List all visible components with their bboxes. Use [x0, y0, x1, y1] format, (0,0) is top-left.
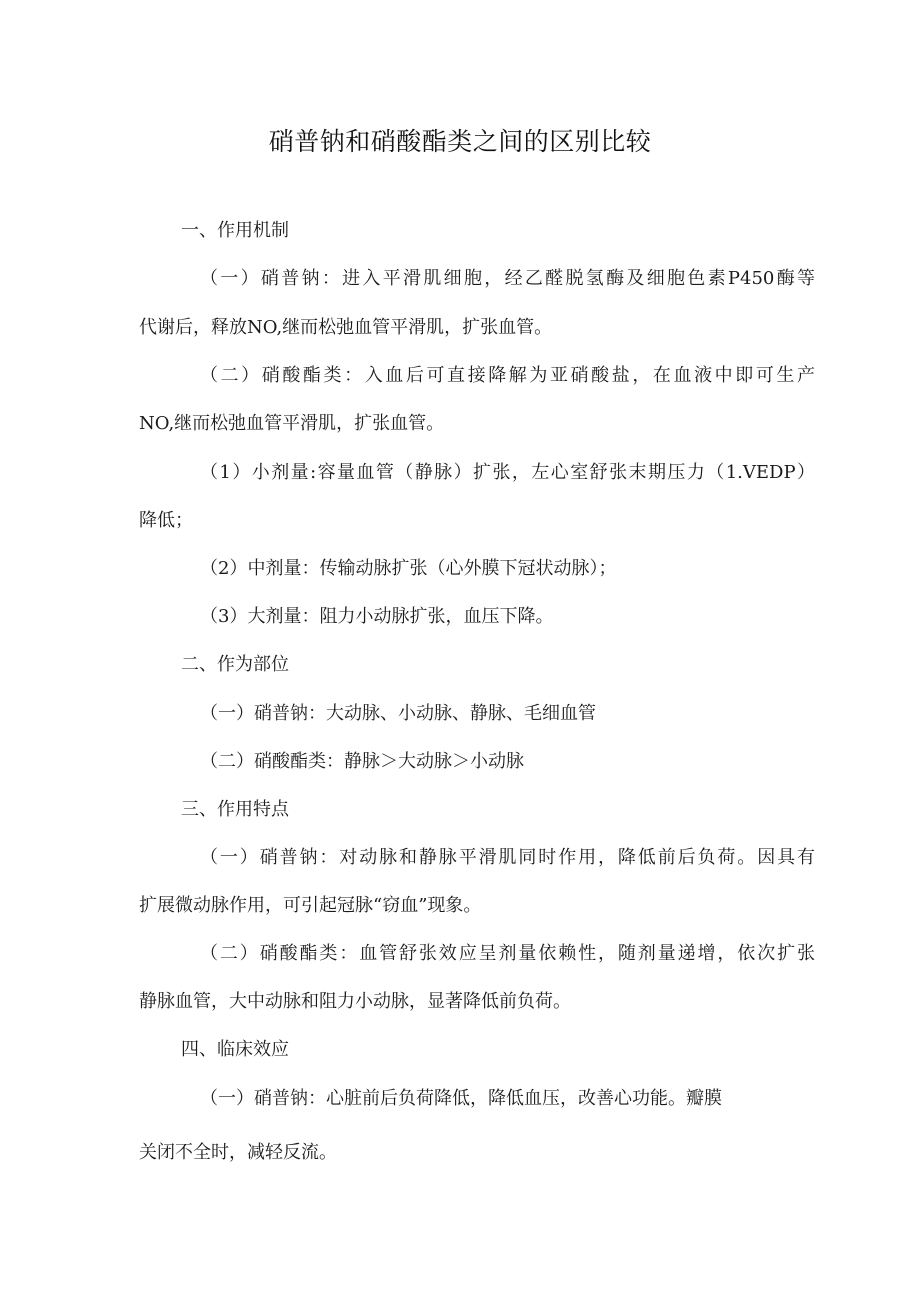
paragraph-line: [200, 702, 815, 726]
item-label: （一）硝普钠: [200, 268, 322, 289]
paragraph-line: [200, 364, 815, 388]
item-label: （一）硝普钠: [200, 703, 308, 724]
paragraph-line: 扩展微动脉作用，可引起冠脉“窃血”现象。: [139, 895, 482, 916]
paragraph-line: [200, 942, 815, 966]
paragraph-line: （2）中剂量：传输动脉扩张（心外膜下冠状动脉）；: [200, 558, 617, 579]
document-title: 硝普钠和硝酸酯类之间的区别比较: [268, 127, 652, 156]
paragraph-line: 代谢后，释放NO,继而松弛血管平滑肌，扩张血管。: [139, 317, 553, 338]
section-heading-site: 二、作为部位: [181, 654, 289, 675]
item-text: ：入血后可直接降解为亚硝酸盐，在血液中即可生产: [344, 365, 816, 386]
paragraph-line: [200, 750, 815, 774]
item-label: （二）硝酸酯类: [200, 751, 326, 772]
item-label: （一）硝普钠: [200, 847, 320, 868]
paragraph-line: [200, 846, 815, 870]
item-text: ：血管舒张效应呈剂量依赖性，随剂量递增，依次扩张: [339, 943, 816, 964]
paragraph-line: （3）大剂量：阻力小动脉扩张，血压下降。: [200, 606, 554, 627]
item-text: ：进入平滑肌细胞，经乙醛脱氢酶及细胞色素P450酶等: [321, 268, 815, 289]
paragraph-line: [200, 1087, 815, 1111]
section-heading-features: 三、作用特点: [181, 799, 289, 820]
item-text: ：静脉＞大动脉＞小动脉: [326, 751, 524, 772]
section-heading-clinical: 四、临床效应: [181, 1039, 289, 1060]
paragraph-line: 降低；: [139, 510, 193, 531]
paragraph-line: 静脉血管，大中动脉和阻力小动脉，显著降低前负荷。: [139, 991, 571, 1012]
paragraph-line: [200, 267, 815, 291]
item-label: （一）硝普钠: [200, 1088, 308, 1109]
item-label: （二）硝酸酯类: [200, 365, 345, 386]
item-text: ：大动脉、小动脉、静脉、毛细血管: [308, 703, 596, 724]
item-text: ：心脏前后负荷降低，降低血压，改善心功能。瓣膜: [308, 1088, 722, 1109]
paragraph-line: NO,继而松弛血管平滑肌，扩张血管。: [139, 413, 445, 434]
item-label: （二）硝酸酯类: [200, 943, 340, 964]
paragraph-line: 关闭不全时，减轻反流。: [139, 1142, 337, 1163]
section-heading-mechanism: 一、作用机制: [181, 220, 289, 241]
paragraph-line: （1）小剂量:容量血管（静脉）扩张，左心室舒张末期压力（1.VEDP）: [200, 462, 815, 483]
item-text: ：对动脉和静脉平滑肌同时作用，降低前后负荷。因具有: [319, 847, 816, 868]
